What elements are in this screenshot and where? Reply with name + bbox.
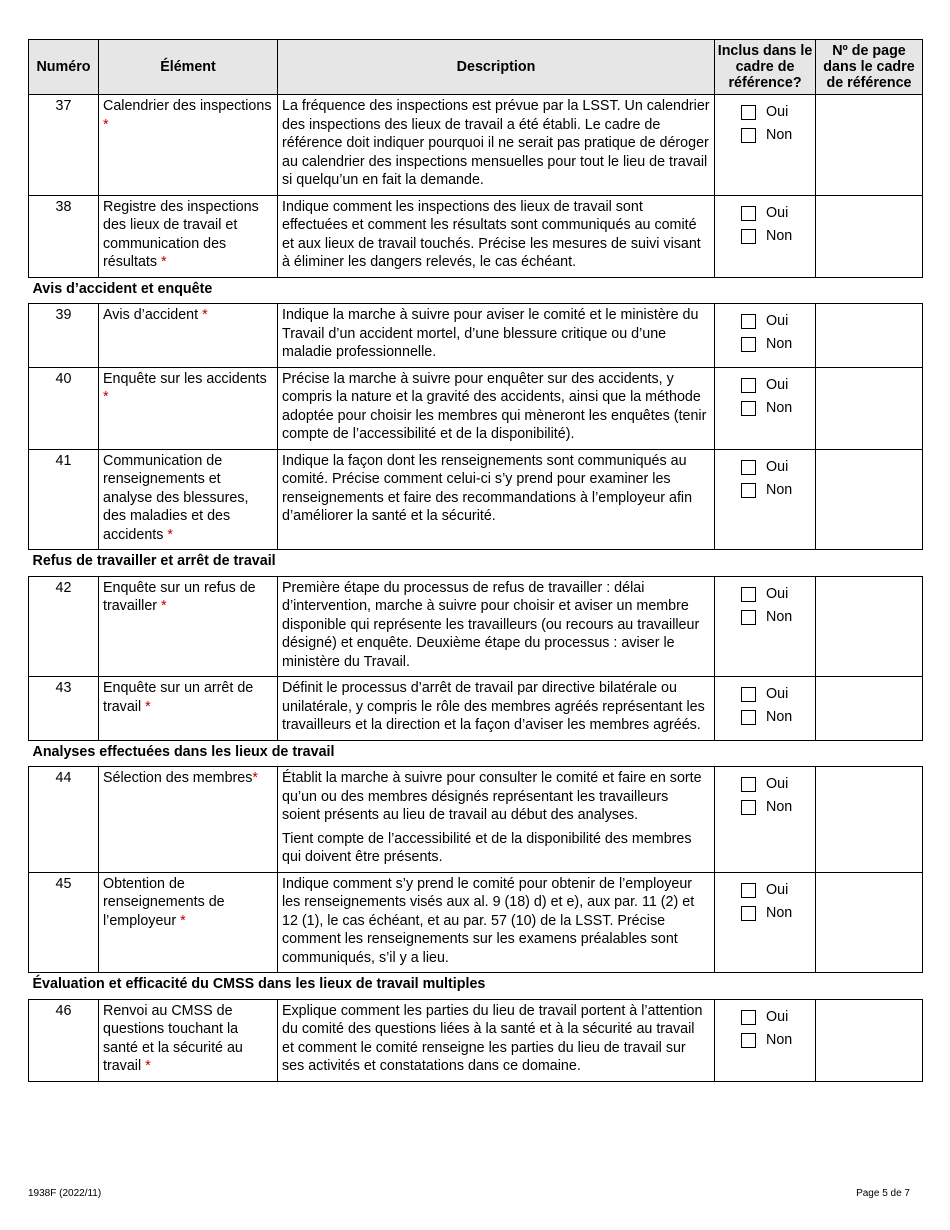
checkbox-non-label: Non [766,1031,793,1048]
checkbox-non[interactable] [741,483,756,498]
required-mark: * [145,1058,151,1074]
checkbox-oui-option[interactable] [741,310,811,333]
required-mark: * [145,698,151,715]
row-included-choice [715,576,816,677]
section-title: Analyses effectuées dans les lieux de travail [29,740,923,767]
checkbox-oui[interactable] [741,378,756,393]
checkbox-oui[interactable] [741,883,756,898]
table-row [29,767,923,873]
row-included-choice [715,449,816,550]
checkbox-non[interactable] [741,229,756,244]
section-title: Refus de travailler et arrêt de travail [29,550,923,577]
row-number: 46 [29,999,99,1081]
row-included-choice [715,95,816,196]
header-inclus: Inclus dans le cadre de référence? [715,40,816,95]
table-row [29,195,923,277]
required-mark: * [103,116,109,133]
checkbox-oui[interactable] [741,105,756,120]
checkbox-oui-option[interactable] [741,879,811,902]
description-text: Indique la marche à suivre pour aviser le comité et le ministère du Travail d’un accident mortel, d’une blessure critique ou d’une maladie professionnelle. [282,307,699,360]
checkbox-non-option[interactable] [741,124,811,147]
checkbox-oui-option[interactable] [741,683,811,706]
element-label: Obtention de renseignements de l’employeur [103,875,225,929]
element-label: Enquête sur un refus de travailler [103,579,256,614]
element-label: Avis d’accident [103,307,199,323]
page-number-field[interactable] [816,95,923,196]
description-text: Établit la marche à suivre pour consulter le comité et faire en sorte qu’un ou des membres désignés représentant les travailleurs soient présents au lieu de travail au début des analyses. [282,770,702,823]
checkbox-non[interactable] [741,710,756,725]
element-label: Enquête sur un arrêt de travail [103,680,254,715]
checkbox-non[interactable] [741,337,756,352]
header-description: Description [278,40,715,95]
page-number-field[interactable] [816,677,923,741]
checkbox-oui-label: Oui [766,585,789,602]
row-description [278,872,715,973]
row-included-choice [715,367,816,449]
checkbox-non[interactable] [741,610,756,625]
checkbox-non-label: Non [766,608,793,625]
element-label: Registre des inspections des lieux de travail et communication des résultats [103,198,259,270]
checkbox-non-label: Non [766,336,793,353]
row-element [99,304,278,368]
checkbox-oui-option[interactable] [741,101,811,124]
description-text: Explique comment les parties du lieu de travail portent à l’attention du comité des questions liées à la santé et à la sécurité au travail et comment le comité renseigne les parties du lieu de travail sur ses activités et constatations dans ce domaine. [282,1002,703,1074]
row-number: 37 [29,95,99,196]
row-element [99,999,278,1081]
checkbox-oui[interactable] [741,1010,756,1025]
checkbox-oui-label: Oui [766,204,789,221]
checkbox-non-option[interactable] [741,606,811,629]
table-row [29,576,923,677]
header-page: Nº de page dans le cadre de référence [816,40,923,95]
page-number-field[interactable] [816,367,923,449]
row-included-choice [715,767,816,873]
description-text: Indique comment les inspections des lieux de travail sont effectuées et comment les résultats sont communiqués au comité et aux lieux de travail touchés. Précise les mesures de suivi visant à éliminer les dangers relevés, le cas échéant. [282,198,701,270]
checkbox-oui[interactable] [741,314,756,329]
required-mark: * [180,912,186,929]
row-element [99,367,278,449]
page-number-field[interactable] [816,999,923,1081]
element-label: Calendrier des inspections [103,98,272,114]
required-mark: * [252,770,258,786]
description-text-2: Tient compte de l’accessibilité et de la disponibilité des membres qui doivent être présents. [282,830,692,865]
checkbox-non-label: Non [766,481,793,498]
section-row [29,277,923,304]
row-description [278,449,715,550]
row-included-choice [715,677,816,741]
page-number-field[interactable] [816,304,923,368]
table-row [29,367,923,449]
checkbox-oui-label: Oui [766,376,789,393]
description-text: Indique la façon dont les renseignements sont communiqués au comité. Précise comment celui-ci s’y prend pour examiner les renseignements et faire des recommandations à l’employeur afin d’améliorer la santé et la sécurité. [282,452,693,524]
row-description [278,767,715,873]
description-text: Précise la marche à suivre pour enquêter sur des accidents, y compris la nature et la gravité des accidents, ainsi que la méthode adoptée pour choisir les membres qui mèneront les enquêtes (tenir compte de l’accessibilité et de la disponibilité). [282,370,707,442]
page-number-field[interactable] [816,449,923,550]
checkbox-non-option[interactable] [741,333,811,356]
table-row [29,304,923,368]
description-text: Première étape du processus de refus de travailler : délai d’intervention, marche à suivre pour choisir et aviser un membre disponible qui représente les travailleurs (ou recours au travailleur désigné) et enquête. Deuxième étape du processus : aviser le ministère du Travail. [282,579,700,670]
checkbox-non-option[interactable] [741,706,811,729]
required-mark: * [103,389,109,405]
table-row [29,449,923,550]
row-element [99,95,278,196]
description-text: Définit le processus d’arrêt de travail par directive bilatérale ou unilatérale, y compris le rôle des membres agréés représentant les travailleurs et la direction et la façon d’aviser les membres agréés. [282,680,705,733]
table-row [29,677,923,741]
element-label: Enquête sur les accidents [103,370,267,387]
section-row [29,973,923,1000]
section-row [29,550,923,577]
row-description [278,677,715,741]
checkbox-non-label: Non [766,227,793,244]
row-number: 41 [29,449,99,550]
checkbox-non-label: Non [766,127,793,144]
page-number: Page 5 de 7 [856,1188,910,1199]
checkbox-oui-option[interactable] [741,202,811,225]
section-title: Avis d’accident et enquête [29,277,923,304]
checkbox-oui[interactable] [741,460,756,475]
row-included-choice [715,872,816,973]
required-mark: * [202,307,208,323]
page-number-field[interactable] [816,195,923,277]
element-label: Renvoi au CMSS de questions touchant la santé et la sécurité au travail [103,1002,243,1074]
checkbox-oui-option[interactable] [741,374,811,397]
row-number: 38 [29,195,99,277]
row-number: 45 [29,872,99,973]
checkbox-non-option[interactable] [741,1029,811,1052]
page-number-field[interactable] [816,767,923,873]
checkbox-oui-label: Oui [766,313,789,330]
row-description [278,576,715,677]
row-description [278,195,715,277]
checkbox-non-label: Non [766,399,793,416]
checkbox-non-option[interactable] [741,397,811,420]
checkbox-oui[interactable] [741,777,756,792]
page-number-field[interactable] [816,576,923,677]
checkbox-oui-option[interactable] [741,456,811,479]
row-element [99,576,278,677]
row-description [278,95,715,196]
header-element: Élément [99,40,278,95]
row-number: 42 [29,576,99,677]
row-included-choice [715,195,816,277]
checkbox-oui-label: Oui [766,686,789,703]
row-number: 40 [29,367,99,449]
row-number: 39 [29,304,99,368]
form-id: 1938F (2022/11) [28,1188,102,1199]
element-label: Communication de renseignements et analyse des blessures, des maladies et des accidents [103,452,249,543]
row-included-choice [715,999,816,1081]
row-element [99,767,278,873]
page-number-field[interactable] [816,872,923,973]
required-mark: * [161,598,167,614]
checkbox-non-option[interactable] [741,902,811,925]
required-mark: * [167,526,173,543]
checkbox-non-label: Non [766,904,793,921]
checkbox-non-option[interactable] [741,796,811,819]
checkbox-oui[interactable] [741,687,756,702]
description-text: Indique comment s’y prend le comité pour obtenir de l’employeur les renseignements visés aux al. 9 (18) d) et e), aux par. 11 (2) et 12 (1), le cas échéant, et au par. 57 (10) de la LSST. Précise comment les renseignements sur les examens préalables sont communiqués, s’il y a lieu. [282,875,695,966]
checkbox-non[interactable] [741,128,756,143]
row-description [278,367,715,449]
checkbox-non-label: Non [766,799,793,816]
element-label: Sélection des membres [103,770,253,786]
checkbox-non-option[interactable] [741,225,811,248]
header-numero: Numéro [29,40,99,95]
table-row [29,999,923,1081]
row-description [278,999,715,1081]
checkbox-non[interactable] [741,800,756,815]
row-included-choice [715,304,816,368]
reference-checklist-table [28,39,923,1082]
checkbox-oui-label: Oui [766,776,789,793]
checkbox-non-label: Non [766,709,793,726]
checkbox-non-option[interactable] [741,479,811,502]
row-element [99,195,278,277]
row-element [99,872,278,973]
section-title: Évaluation et efficacité du CMSS dans les lieux de travail multiples [29,973,923,1000]
checkbox-oui-label: Oui [766,1008,789,1025]
row-number: 44 [29,767,99,873]
checkbox-non[interactable] [741,401,756,416]
checkbox-oui-option[interactable] [741,1006,811,1029]
checkbox-oui-label: Oui [766,881,789,898]
description-text: La fréquence des inspections est prévue par la LSST. Un calendrier des inspections des lieux de travail a été établi. Le cadre de référence doit indiquer pourquoi il ne serait pas pratique de déroger au calendrier des inspections mensuelles pour tout le lieu de travail si quelqu’un en fait la demande. [282,98,710,188]
checkbox-non[interactable] [741,906,756,921]
checkbox-oui-label: Oui [766,458,789,475]
header-row [29,40,923,95]
row-number: 43 [29,677,99,741]
row-element [99,449,278,550]
checkbox-non[interactable] [741,1033,756,1048]
checkbox-oui[interactable] [741,206,756,221]
checkbox-oui-option[interactable] [741,773,811,796]
checkbox-oui-label: Oui [766,104,789,121]
row-element [99,677,278,741]
table-row [29,872,923,973]
row-description [278,304,715,368]
section-row [29,740,923,767]
checkbox-oui[interactable] [741,587,756,602]
checkbox-oui-option[interactable] [741,583,811,606]
required-mark: * [161,254,167,270]
table-row [29,95,923,196]
